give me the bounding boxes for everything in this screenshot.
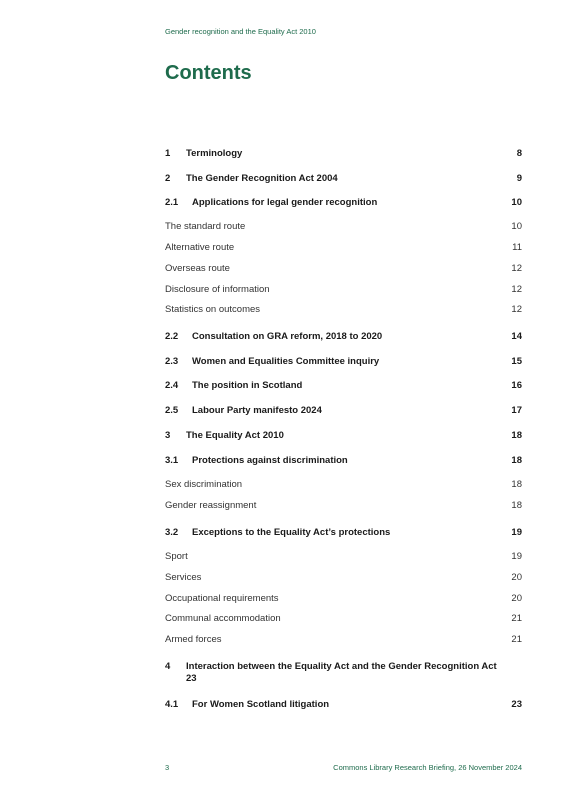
toc-label: Communal accommodation — [165, 613, 281, 624]
toc-number: 2.2 — [165, 331, 179, 342]
toc-label: Disclosure of information — [165, 284, 270, 295]
toc-page: 19 — [511, 551, 522, 562]
toc-label: Protections against discrimination — [192, 455, 348, 466]
toc-label: The Gender Recognition Act 2004 — [186, 173, 338, 184]
toc-label: Terminology — [186, 148, 243, 159]
toc-number: 2.4 — [165, 380, 179, 391]
toc-label: Occupational requirements — [165, 593, 279, 604]
toc-label: Interaction between the Equality Act and the Gender Recognition Act 23 — [186, 661, 497, 684]
running-header: Gender recognition and the Equality Act 2010 — [165, 27, 316, 36]
toc-page: 17 — [511, 405, 522, 416]
toc-number: 2.5 — [165, 405, 179, 416]
toc-page: 20 — [511, 572, 522, 583]
toc-number: 3.1 — [165, 455, 179, 466]
toc-page: 18 — [511, 479, 522, 490]
toc-number: 2.1 — [165, 197, 179, 208]
toc-label: Women and Equalities Committee inquiry — [192, 356, 380, 367]
toc-page: 21 — [511, 613, 522, 624]
toc-page: 15 — [511, 356, 522, 367]
toc-page: 10 — [511, 221, 522, 232]
toc-label: Armed forces — [165, 634, 222, 645]
toc-page: 12 — [511, 263, 522, 274]
toc-label: Overseas route — [165, 263, 230, 274]
toc-page: 23 — [511, 699, 522, 710]
toc-number: 4 — [165, 661, 171, 672]
toc-page: 12 — [511, 304, 522, 315]
footer-publication: Commons Library Research Briefing, 26 November 2024 — [333, 763, 522, 772]
toc-page: 12 — [511, 284, 522, 295]
toc-label: Services — [165, 572, 202, 583]
toc-page: 21 — [511, 634, 522, 645]
toc-page: 18 — [511, 500, 522, 511]
toc-page: 8 — [516, 148, 522, 159]
toc-number: 2.3 — [165, 356, 179, 367]
toc-label: For Women Scotland litigation — [192, 699, 330, 710]
toc-page: 11 — [512, 242, 522, 253]
toc-label: Statistics on outcomes — [165, 304, 261, 315]
toc-label: Alternative route — [165, 242, 235, 253]
toc-page: 14 — [511, 331, 522, 342]
toc-page: 9 — [516, 173, 522, 184]
toc-number: 1 — [165, 148, 171, 159]
toc-page: 19 — [511, 527, 522, 538]
toc-page: 16 — [511, 380, 522, 391]
page-title: Contents — [165, 62, 252, 84]
toc-label: The Equality Act 2010 — [186, 430, 284, 441]
toc-number: 2 — [165, 173, 171, 184]
page-number: 3 — [165, 763, 170, 772]
toc-number: 4.1 — [165, 699, 179, 710]
toc-label: Labour Party manifesto 2024 — [192, 405, 322, 416]
toc-label: Consultation on GRA reform, 2018 to 2020 — [192, 331, 383, 342]
toc-page: 20 — [511, 593, 522, 604]
toc-page: 18 — [511, 430, 522, 441]
toc-page: 18 — [511, 455, 522, 466]
toc-page: 10 — [511, 197, 522, 208]
toc-label: Exceptions to the Equality Act’s protections — [192, 527, 391, 538]
toc-label: The standard route — [165, 221, 246, 232]
toc-number: 3 — [165, 430, 171, 441]
toc-number: 3.2 — [165, 527, 179, 538]
toc-label: Sex discrimination — [165, 479, 243, 490]
toc-label: Gender reassignment — [165, 500, 257, 511]
toc-label: The position in Scotland — [192, 380, 303, 391]
toc-label: Sport — [165, 551, 188, 562]
toc-label: Applications for legal gender recognition — [192, 197, 378, 208]
